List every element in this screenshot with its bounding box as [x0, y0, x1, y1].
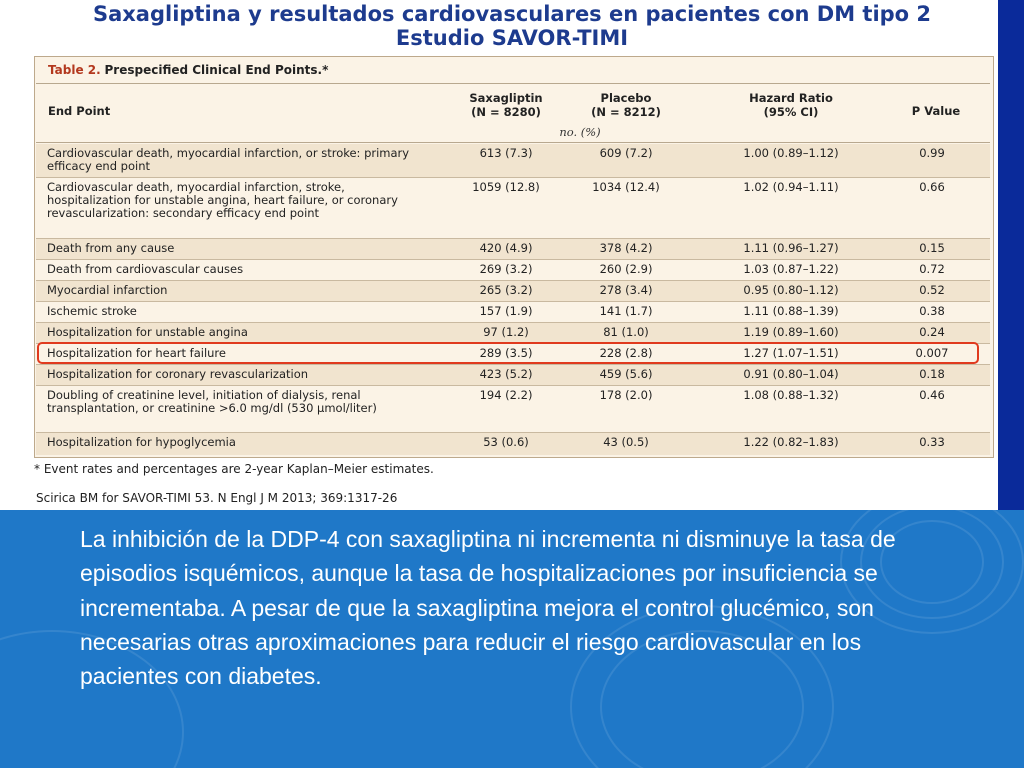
cell-p-value: 0.24	[919, 325, 945, 339]
cell-p-value: 0.33	[919, 435, 945, 449]
cell-placebo: 1034 (12.4)	[592, 180, 660, 194]
cell-end-point: Death from any cause	[47, 241, 175, 255]
cell-end-point: Hospitalization for unstable angina	[47, 325, 248, 339]
table-row	[36, 323, 990, 344]
cell-saxagliptin: 265 (3.2)	[479, 283, 533, 297]
table-row	[36, 178, 990, 239]
cell-hazard-ratio: 1.00 (0.89–1.12)	[743, 146, 839, 160]
cell-end-point: Doubling of creatinine level, initiation of dialysis, renal transplantation, or creatinine >6.0 mg/dl (530 μmol/liter)	[47, 388, 377, 415]
table-row	[36, 144, 990, 178]
cell-hazard-ratio: 1.03 (0.87–1.22)	[743, 262, 839, 276]
table-caption	[48, 63, 328, 77]
cell-end-point: Hospitalization for coronary revascularization	[47, 367, 309, 381]
header-end-point: End Point	[48, 104, 111, 118]
cell-placebo: 81 (1.0)	[603, 325, 649, 339]
cell-hazard-ratio: 1.22 (0.82–1.83)	[743, 435, 839, 449]
cell-saxagliptin: 194 (2.2)	[479, 388, 533, 402]
table-footnote: * Event rates and percentages are 2-year Kaplan–Meier estimates.	[34, 462, 434, 476]
cell-saxagliptin: 53 (0.6)	[483, 435, 529, 449]
cell-end-point: Myocardial infarction	[47, 283, 168, 297]
cell-end-point: Hospitalization for heart failure	[47, 346, 226, 360]
cell-saxagliptin: 423 (5.2)	[479, 367, 533, 381]
cell-saxagliptin: 157 (1.9)	[479, 304, 533, 318]
cell-p-value: 0.38	[919, 304, 945, 318]
title-line-2: Estudio SAVOR-TIMI	[395, 26, 629, 50]
cell-hazard-ratio: 1.27 (1.07–1.51)	[743, 346, 839, 360]
slide-title	[0, 2, 1024, 50]
cell-end-point: Cardiovascular death, myocardial infarction, or stroke: primary efficacy end point	[47, 146, 410, 173]
table-row	[36, 302, 990, 323]
cell-placebo: 141 (1.7)	[599, 304, 653, 318]
cell-placebo: 378 (4.2)	[599, 241, 653, 255]
decorative-side-bar	[998, 0, 1024, 510]
table-row	[36, 239, 990, 260]
heart-failure-highlight	[37, 342, 979, 364]
summary-paragraph: La inhibición de la DDP-4 con saxagliptina ni incrementa ni disminuye la tasa de episodios isquémicos, aunque la tasa de hospitalizaciones por insuficiencia se incrementaba. A pesar de que la saxagliptina mejora el control glucémico, son necesarias otras aproximaciones para reducir el riesgo cardiovascular en los pacientes con diabetes.	[80, 526, 896, 690]
cell-hazard-ratio: 1.11 (0.88–1.39)	[743, 304, 839, 318]
cell-p-value: 0.72	[919, 262, 945, 276]
cell-saxagliptin: 269 (3.2)	[479, 262, 533, 276]
cell-p-value: 0.46	[919, 388, 945, 402]
table-title: Prespecified Clinical End Points.*	[104, 63, 329, 77]
cell-placebo: 278 (3.4)	[599, 283, 653, 297]
cell-hazard-ratio: 1.08 (0.88–1.32)	[743, 388, 839, 402]
cell-placebo: 459 (5.6)	[599, 367, 653, 381]
cell-hazard-ratio: 1.19 (0.89–1.60)	[743, 325, 839, 339]
cell-p-value: 0.66	[919, 180, 945, 194]
cell-placebo: 178 (2.0)	[599, 388, 653, 402]
cell-placebo: 609 (7.2)	[599, 146, 653, 160]
cell-end-point: Ischemic stroke	[47, 304, 137, 318]
cell-p-value: 0.18	[919, 367, 945, 381]
header-hazard-ratio: Hazard Ratio (95% CI)	[749, 91, 833, 119]
cell-end-point: Death from cardiovascular causes	[47, 262, 244, 276]
cell-end-point: Hospitalization for hypoglycemia	[47, 435, 236, 449]
cell-saxagliptin: 613 (7.3)	[479, 146, 533, 160]
cell-p-value: 0.007	[915, 346, 949, 360]
citation: Scirica BM for SAVOR-TIMI 53. N Engl J M 2013; 369:1317-26	[36, 491, 398, 505]
cell-placebo: 228 (2.8)	[599, 346, 653, 360]
divider	[36, 83, 990, 84]
table-row	[36, 365, 990, 386]
title-line-1: Saxagliptina y resultados cardiovasculares en pacientes con DM tipo 2	[92, 2, 932, 26]
cell-hazard-ratio: 1.02 (0.94–1.11)	[743, 180, 839, 194]
divider	[36, 142, 990, 143]
table-row	[36, 281, 990, 302]
table-label: Table 2.	[48, 63, 101, 77]
cell-saxagliptin: 1059 (12.8)	[472, 180, 540, 194]
header-placebo: Placebo (N = 8212)	[591, 91, 661, 119]
cell-p-value: 0.15	[919, 241, 945, 255]
table-row	[36, 433, 990, 455]
cell-saxagliptin: 97 (1.2)	[483, 325, 529, 339]
header-saxagliptin: Saxagliptin (N = 8280)	[469, 91, 543, 119]
table-row	[36, 386, 990, 433]
cell-placebo: 260 (2.9)	[599, 262, 653, 276]
cell-hazard-ratio: 0.91 (0.80–1.04)	[743, 367, 839, 381]
cell-saxagliptin: 420 (4.9)	[479, 241, 533, 255]
table-row	[36, 260, 990, 281]
cell-end-point: Cardiovascular death, myocardial infarction, stroke, hospitalization for unstable angina, heart failure, or coronary revascularization: secondary efficacy end point	[47, 180, 398, 220]
units-label: no. (%)	[559, 125, 601, 139]
cell-p-value: 0.52	[919, 283, 945, 297]
header-p-value: P Value	[911, 104, 961, 118]
cell-p-value: 0.99	[919, 146, 945, 160]
cell-placebo: 43 (0.5)	[603, 435, 649, 449]
cell-hazard-ratio: 1.11 (0.96–1.27)	[743, 241, 839, 255]
cell-saxagliptin: 289 (3.5)	[479, 346, 533, 360]
cell-hazard-ratio: 0.95 (0.80–1.12)	[743, 283, 839, 297]
